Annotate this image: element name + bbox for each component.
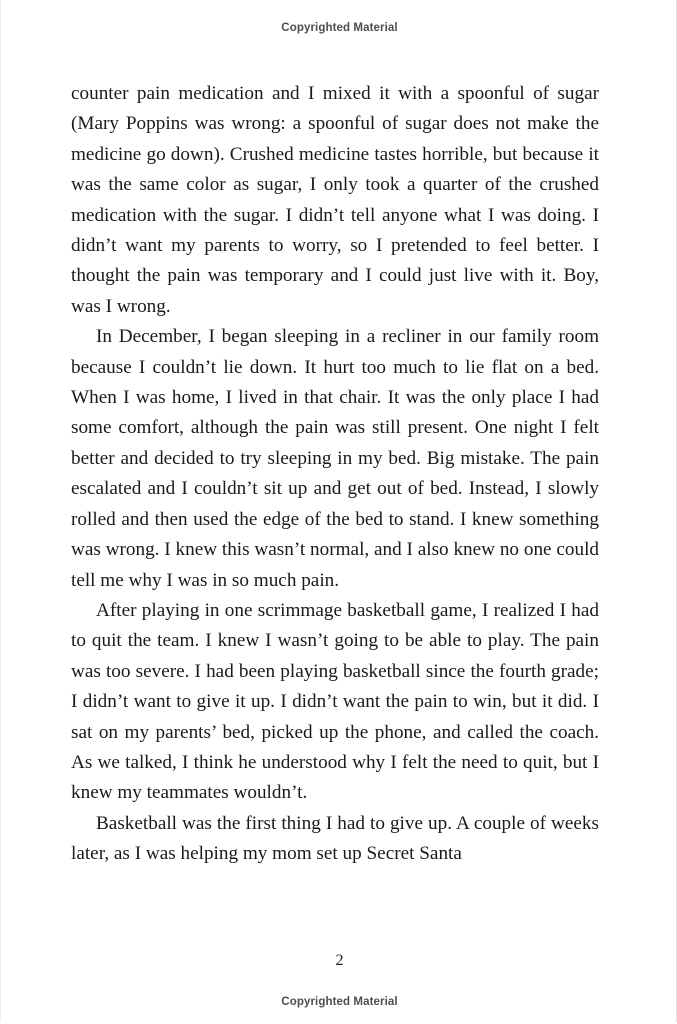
header-copyright-notice: Copyrighted Material bbox=[281, 22, 398, 34]
body-text bbox=[71, 79, 599, 870]
page-number: 2 bbox=[335, 952, 344, 969]
paragraph-quit-team: After playing in one scrimmage basketball game, I realized I had to quit the team. I knew I wasn’t going to be able to play. The pain was too severe. I had been playing basketball since the fourth grade; I didn’t want to give it up. I didn’t want the pain to win, but it did. I sat on my parents’ bed, picked up the phone, and called the coach. As we talked, I think he understood why I felt the need to quit, but I knew my teammates wouldn’t. bbox=[71, 599, 599, 804]
paragraph-december: In December, I began sleeping in a recliner in our family room because I couldn’t lie down. It hurt too much to lie flat on a bed. When I was home, I lived in that chair. It was the only place I had some comfort, although the pain was still present. One night I felt better and decided to try sleeping in my bed. Big mistake. The pain escalated and I couldn’t sit up and get out of bed. Instead, I slowly rolled and then used the edge of the bed to stand. I knew something was wrong. I knew this wasn’t normal, and I also knew no one could tell me why I was in so much pain. bbox=[71, 326, 599, 591]
footer-copyright-notice: Copyrighted Material bbox=[281, 996, 398, 1008]
paragraph-first-thing: Basketball was the first thing I had to give up. A couple of weeks later, as I was helping my mom set up Secret Santa bbox=[71, 812, 599, 865]
paragraph-continuation: counter pain medication and I mixed it with a spoonful of sugar (Mary Poppins was wrong: a spoonful of sugar does not make the medicine go down). Crushed medicine tastes horrible, but because it was the same color as sugar, I only took a quarter of the crushed medication with the sugar. I didn’t tell anyone what I was doing. I didn’t want my parents to worry, so I pretended to feel better. I thought the pain was temporary and I could just live with it. Boy, was I wrong. bbox=[71, 83, 599, 317]
